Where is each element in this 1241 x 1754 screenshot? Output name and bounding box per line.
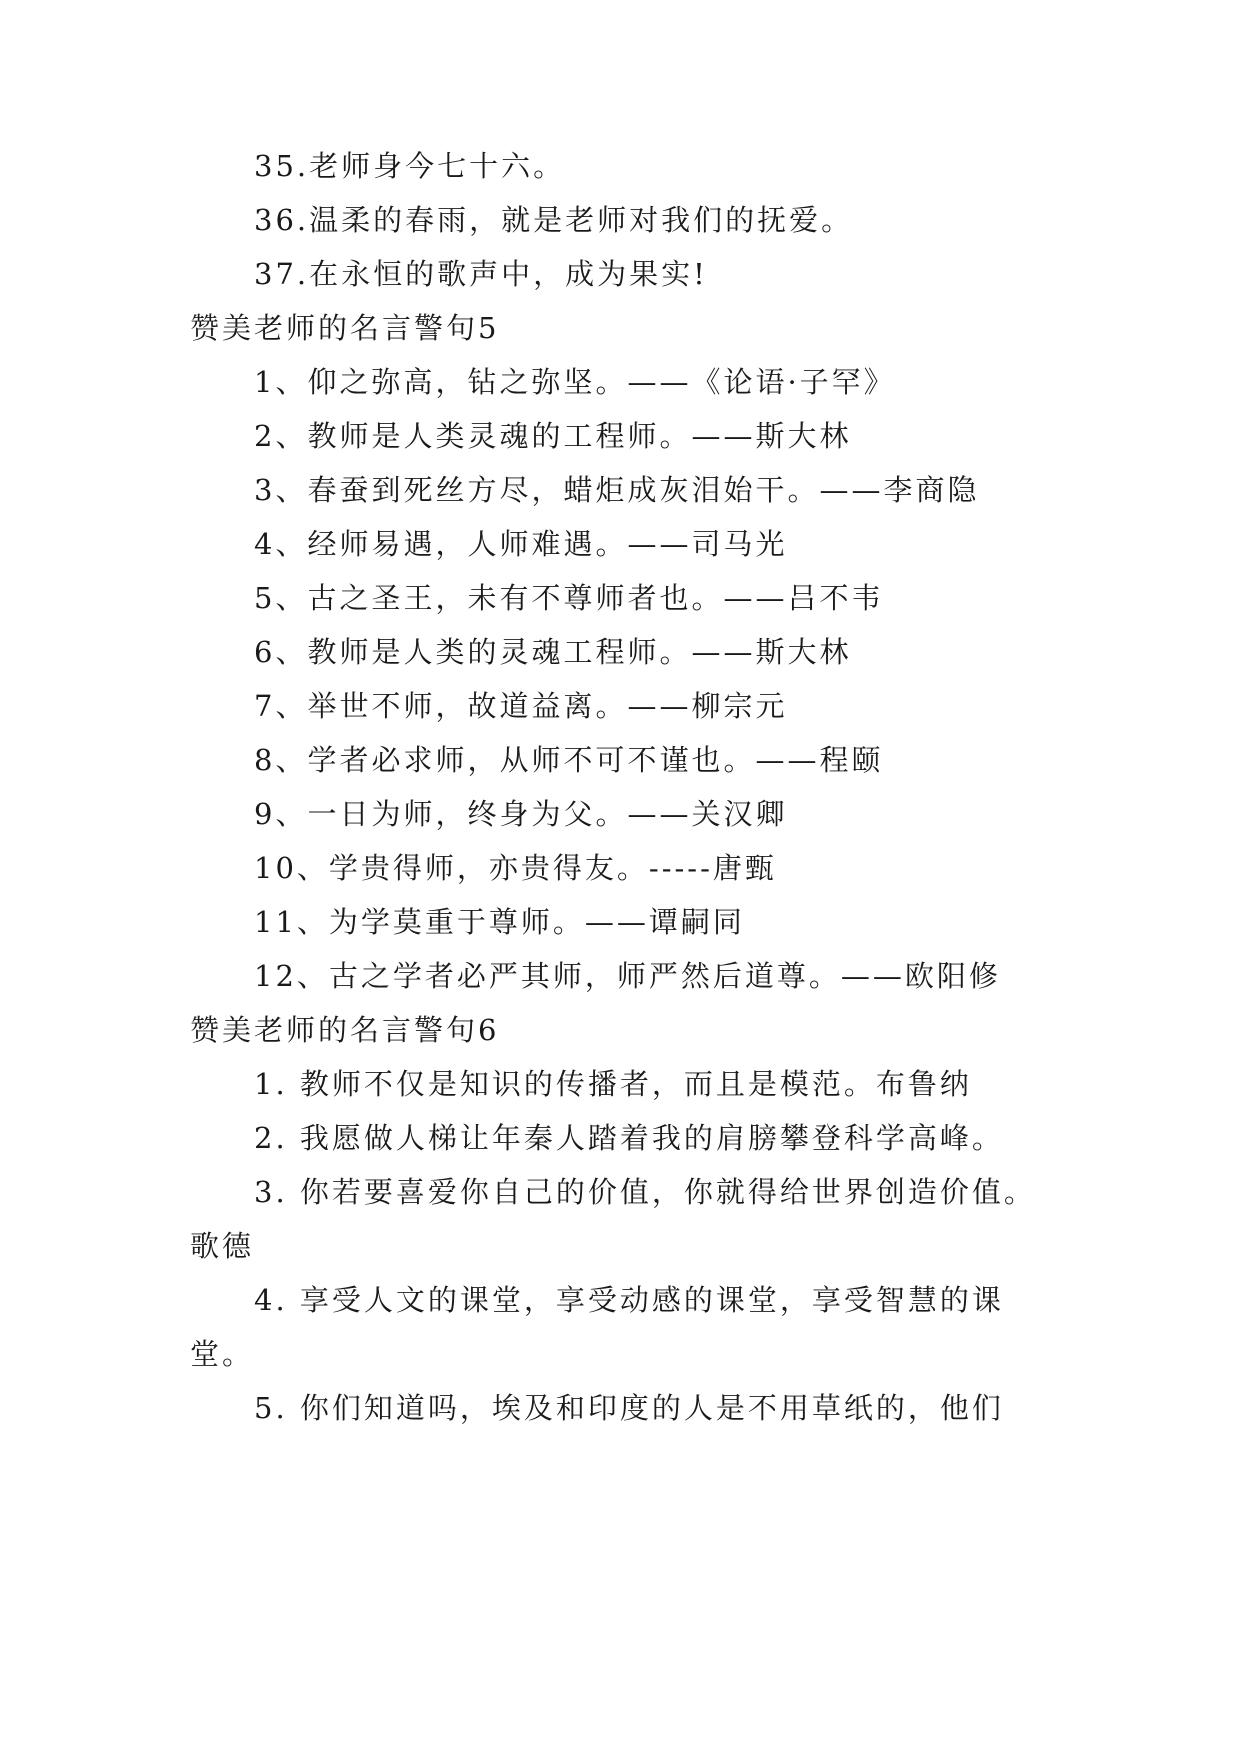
list-item: 5. 你们知道吗，埃及和印度的人是不用草纸的，他们 xyxy=(254,1391,1004,1425)
list-item: 9、一日为师，终身为父。——关汉卿 xyxy=(254,797,788,831)
list-item: 4. 享受人文的课堂，享受动感的课堂，享受智慧的课 xyxy=(254,1283,1004,1317)
list-item: 2、教师是人类灵魂的工程师。——斯大林 xyxy=(254,419,852,453)
list-item: 7、举世不师，故道益离。——柳宗元 xyxy=(254,689,788,723)
list-item: 8、学者必求师，从师不可不谨也。——程颐 xyxy=(254,743,884,777)
list-item: 1. 教师不仅是知识的传播者，而且是模范。布鲁纳 xyxy=(254,1067,972,1101)
list-item: 3. 你若要喜爱你自己的价值，你就得给世界创造价值。 xyxy=(254,1175,1036,1209)
list-item: 35.老师身今七十六。 xyxy=(254,149,566,183)
list-item-continuation: 歌德 xyxy=(190,1229,255,1263)
list-item: 10、学贵得师，亦贵得友。-----唐甄 xyxy=(254,851,777,885)
list-item: 6、教师是人类的灵魂工程师。——斯大林 xyxy=(254,635,852,669)
section-heading: 赞美老师的名言警句6 xyxy=(190,1013,500,1047)
list-item: 2. 我愿做人梯让年秦人踏着我的肩膀攀登科学高峰。 xyxy=(254,1121,1004,1155)
list-item: 11、为学莫重于尊师。——谭嗣同 xyxy=(254,905,745,939)
list-item: 5、古之圣王，未有不尊师者也。——吕不韦 xyxy=(254,581,884,615)
list-item-continuation: 堂。 xyxy=(190,1337,255,1371)
list-item: 1、仰之弥高，钻之弥坚。——《论语·子罕》 xyxy=(254,365,896,399)
section-heading: 赞美老师的名言警句5 xyxy=(190,311,500,345)
list-item: 37.在永恒的歌声中，成为果实! xyxy=(254,257,708,291)
list-item: 4、经师易遇，人师难遇。——司马光 xyxy=(254,527,788,561)
list-item: 12、古之学者必严其师，师严然后道尊。——欧阳修 xyxy=(254,959,1001,993)
list-item: 36.温柔的春雨，就是老师对我们的抚爱。 xyxy=(254,203,854,237)
list-item: 3、春蚕到死丝方尽，蜡炬成灰泪始干。——李商隐 xyxy=(254,473,980,507)
